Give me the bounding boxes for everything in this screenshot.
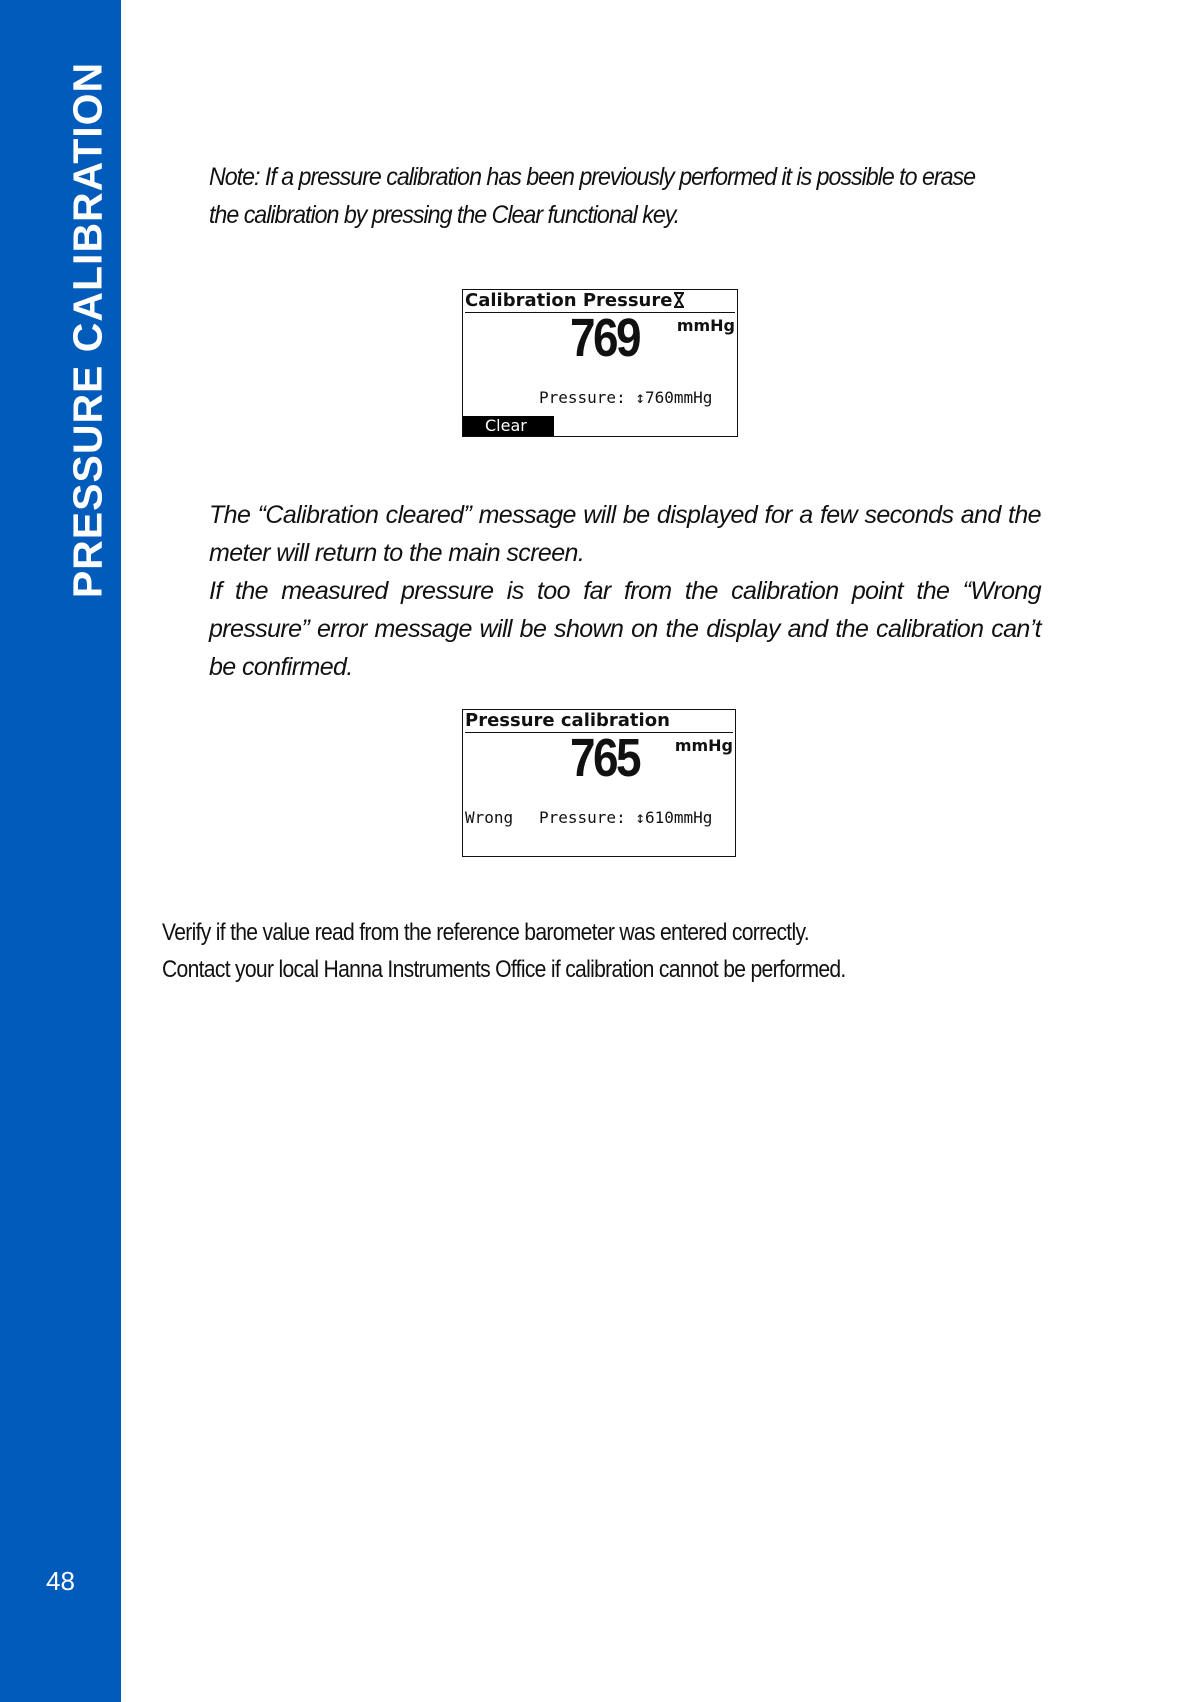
hourglass-icon [673,290,685,312]
pressure-unit: mmHg [676,316,735,335]
sidebar [0,0,121,1702]
clear-key-button[interactable]: Clear [463,416,554,436]
paragraph-wrong-pressure: If the measured pressure is too far from the calibration point the “Wrong pressure” error message will be shown on the display and the calibration can’t be confirmed. [209,577,1041,681]
wrong-status: Wrong [465,808,514,827]
contact-text: Contact your local Hanna Instruments Office if calibration cannot be performed. [162,956,846,983]
section-title: PRESSURE CALIBRATION [64,61,111,599]
lcd-screen-wrong-pressure [462,709,736,857]
pressure-reading: 765 [570,728,639,788]
pressure-reading: 769 [570,308,639,368]
lcd-title: Calibration Pressure [465,290,735,313]
note-paragraph: Note: If a pressure calibration has been previously performed it is possible to erase the calibration by pressing the Clear functional key. [209,163,975,229]
verify-text: Verify if the value read from the reference barometer was entered correctly. [162,919,809,946]
reference-pressure: Pressure: ↕610mmHg [539,808,713,827]
lcd-title: Pressure calibration [465,710,733,733]
reference-pressure: Pressure: ↕760mmHg [539,388,713,407]
page-number: 48 [46,1566,75,1596]
pressure-unit: mmHg [674,736,733,755]
lcd-screen-calibration [462,289,738,437]
paragraph-calibration-cleared: The “Calibration cleared” message will be displayed for a few seconds and the meter will return to the main screen. [209,501,1041,567]
